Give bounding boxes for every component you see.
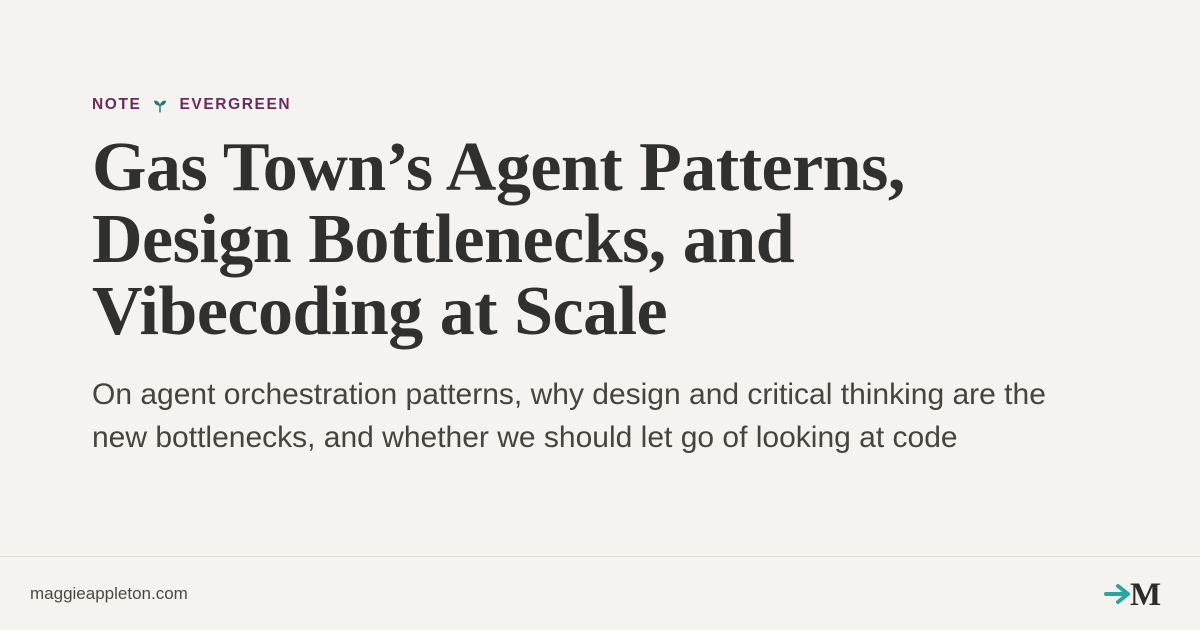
seedling-icon: [151, 96, 169, 114]
site-url: maggieappleton.com: [30, 583, 188, 603]
logo-letter: M: [1130, 576, 1162, 611]
note-status-label: EVERGREEN: [179, 96, 292, 113]
site-logo: [1104, 577, 1170, 611]
note-kind-label: NOTE: [92, 96, 142, 113]
eyebrow: [92, 96, 1108, 114]
page-title: Gas Town’s Agent Patterns, Design Bottlenecks, and Vibecoding at Scale: [92, 129, 905, 351]
logo-arrow-icon: [1106, 586, 1128, 602]
card-footer: [0, 556, 1200, 630]
page-subtitle: On agent orchestration patterns, why design and critical thinking are the new bottlenecks, and whether we should let go of looking at code: [92, 378, 1046, 454]
